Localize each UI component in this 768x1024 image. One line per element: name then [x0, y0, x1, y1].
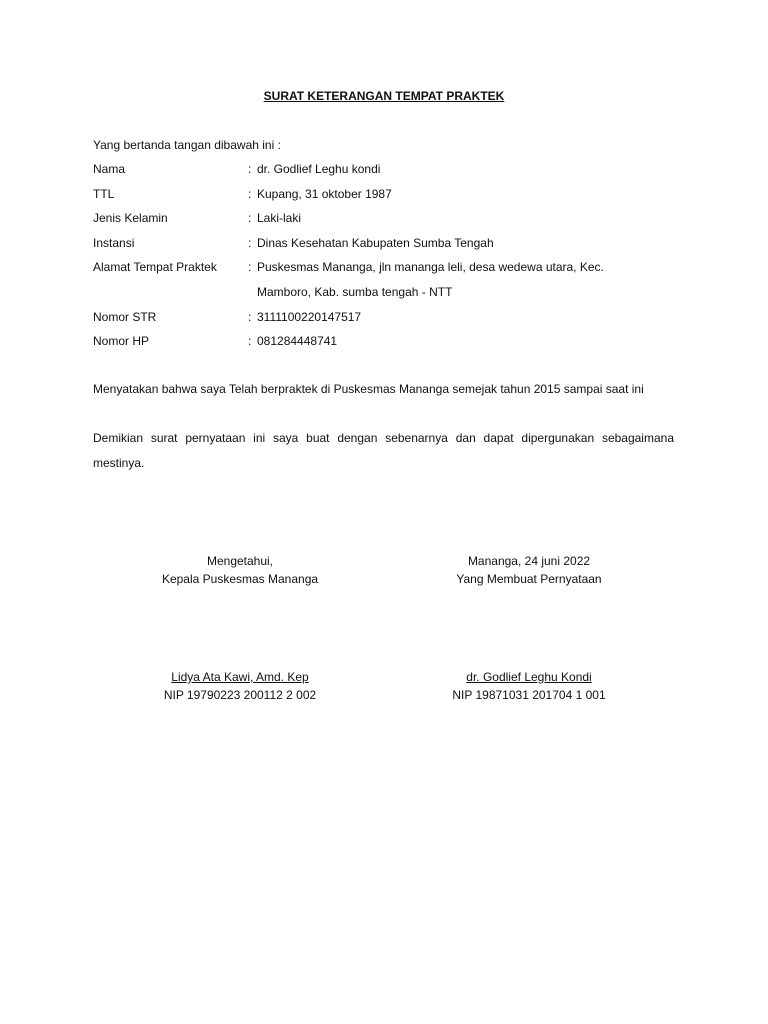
field-colon: :	[248, 236, 252, 250]
field-row-nama	[93, 162, 683, 182]
signature-heading-left	[110, 552, 370, 588]
signature-name-left	[110, 668, 370, 704]
field-label-instansi: Instansi	[93, 236, 135, 250]
field-value-nomor-hp: 081284448741	[257, 334, 338, 348]
field-label-nomor-hp: Nomor HP	[93, 334, 150, 348]
sig-right-line2: Yang Membuat Pernyataan	[456, 572, 602, 586]
intro-text: Yang bertanda tangan dibawah ini :	[93, 138, 281, 152]
closing-paragraph: Demikian surat pernyataan ini saya buat dengan sebenarnya dan dapat dipergunakan sebagaimana mestinya.	[93, 431, 674, 470]
sig-right-name: dr. Godlief Leghu Kondi	[466, 670, 592, 684]
sig-right-nip: NIP 19871031 201704 1 001	[452, 688, 606, 702]
field-value-nomor-str: 3111100220147517	[257, 310, 362, 324]
field-value-nama: dr. Godlief Leghu kondi	[257, 162, 381, 176]
field-label-alamat: Alamat Tempat Praktek	[93, 260, 217, 274]
statement-paragraph: Menyatakan bahwa saya Telah berpraktek di Puskesmas Mananga semejak tahun 2015 sampai saat ini	[93, 382, 644, 396]
field-value-alamat-line2: Mamboro, Kab. sumba tengah - NTT	[257, 285, 453, 299]
field-colon: :	[248, 260, 252, 274]
sig-left-line1: Mengetahui,	[206, 554, 274, 568]
field-colon: :	[248, 310, 252, 324]
field-label-nama: Nama	[93, 162, 126, 176]
field-label-jenis-kelamin: Jenis Kelamin	[93, 211, 168, 225]
sig-left-nip: NIP 19790223 200112 2 002	[163, 688, 317, 702]
signature-heading-right	[399, 552, 659, 588]
sig-left-line2: Kepala Puskesmas Mananga	[161, 572, 319, 586]
field-colon: :	[248, 162, 252, 176]
field-value-instansi: Dinas Kesehatan Kabupaten Sumba Tengah	[257, 236, 494, 250]
field-row-alamat-line2	[93, 285, 683, 305]
field-row-nomor-hp	[93, 334, 683, 354]
field-row-jenis-kelamin	[93, 211, 683, 231]
signature-name-right	[399, 668, 659, 704]
field-value-ttl: Kupang, 31 oktober 1987	[257, 187, 392, 201]
sig-right-line1: Mananga, 24 juni 2022	[467, 554, 591, 568]
field-row-instansi	[93, 236, 683, 256]
field-label-nomor-str: Nomor STR	[93, 310, 157, 324]
sig-left-name: Lidya Ata Kawi, Amd. Kep	[171, 670, 309, 684]
field-colon: :	[248, 211, 252, 225]
field-row-nomor-str	[93, 310, 683, 330]
field-value-jenis-kelamin: Laki-laki	[257, 211, 302, 225]
field-colon: :	[248, 187, 252, 201]
field-row-ttl	[93, 187, 683, 207]
field-row-alamat	[93, 260, 683, 280]
field-label-ttl: TTL	[93, 187, 115, 201]
document-title: SURAT KETERANGAN TEMPAT PRAKTEK	[263, 89, 505, 103]
field-colon: :	[248, 334, 252, 348]
field-value-alamat: Puskesmas Mananga, jln mananga leli, desa wedewa utara, Kec.	[257, 260, 604, 274]
